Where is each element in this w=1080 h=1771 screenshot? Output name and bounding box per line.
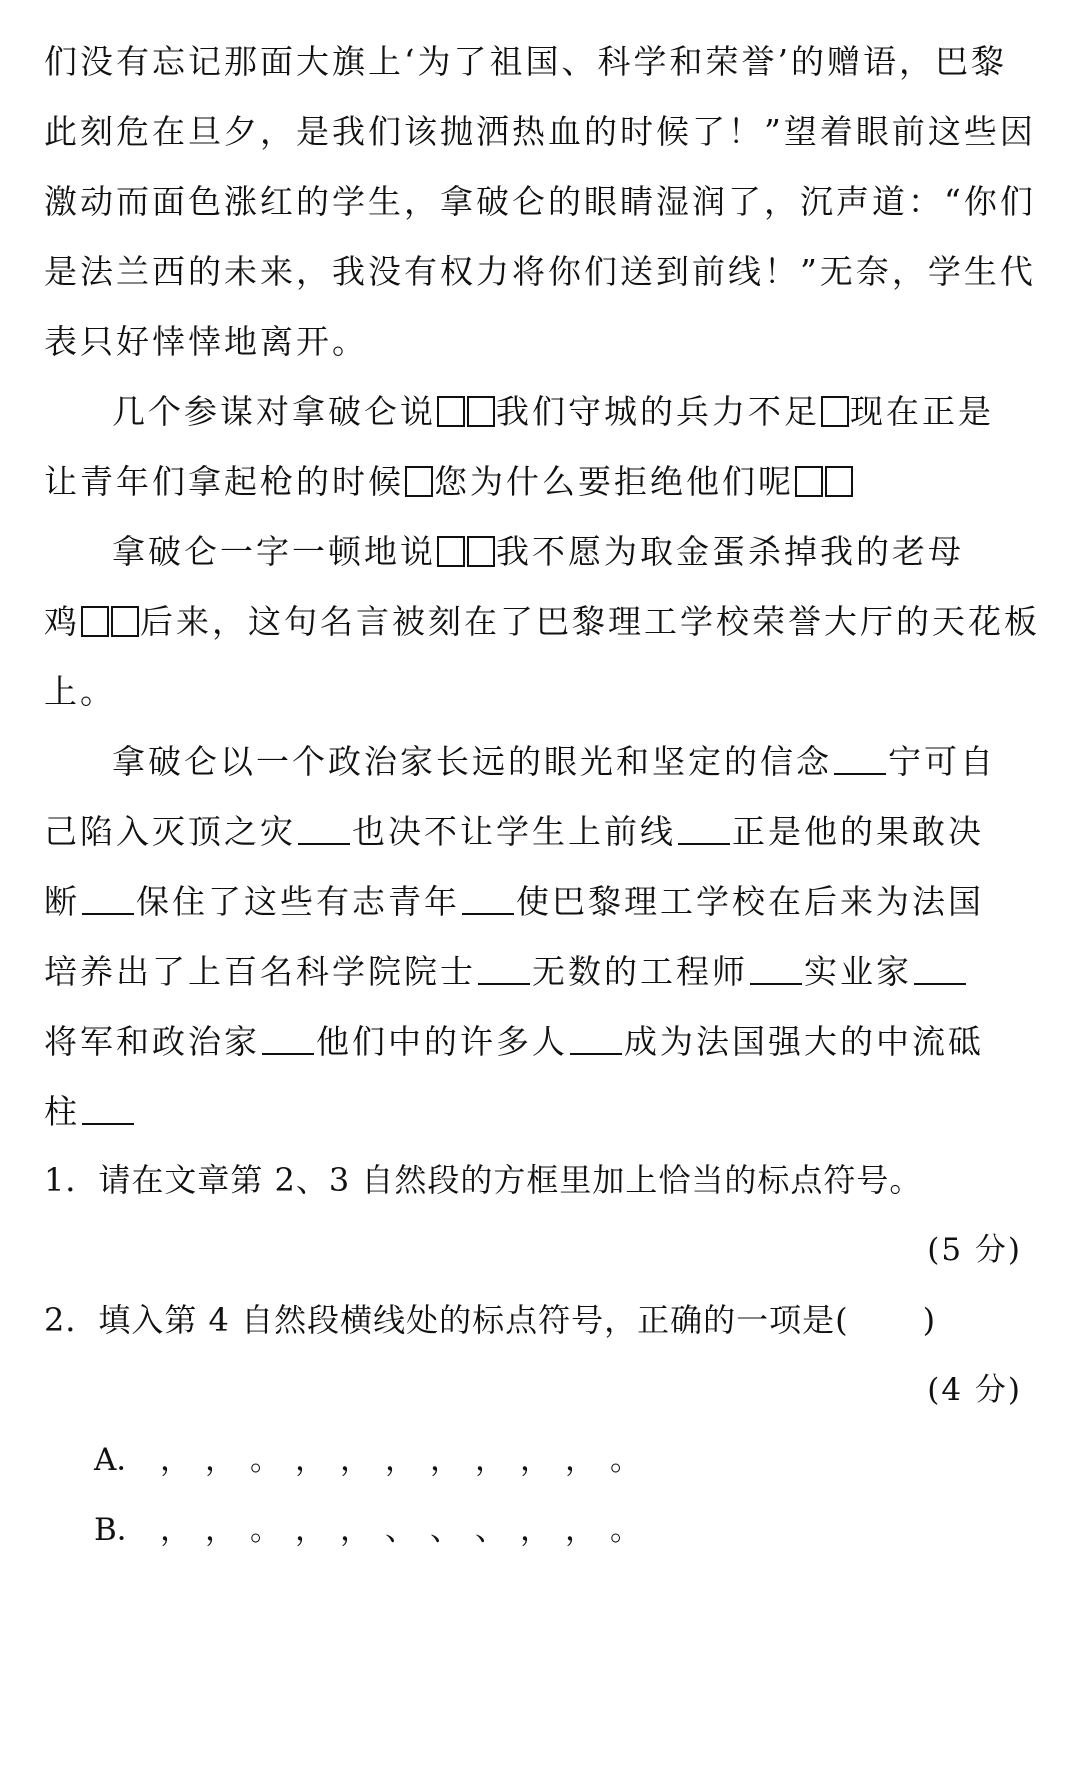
punctuation-box[interactable] — [825, 466, 853, 497]
question1-score: (5 分) — [927, 1232, 1022, 1268]
option-mark: ， — [520, 1442, 551, 1478]
punctuation-blank[interactable] — [82, 1093, 134, 1125]
text-segment: 也决不让学生上前线 — [352, 812, 676, 851]
punctuation-box[interactable] — [437, 396, 465, 427]
option-mark: ， — [430, 1442, 461, 1478]
option-mark: ， — [565, 1512, 596, 1548]
paragraph1-line: 是法兰西的未来，我没有权力将你们送到前线！”无奈，学生代 — [44, 252, 1036, 291]
option-mark: 。 — [610, 1512, 641, 1548]
text-segment: 无数的工程师 — [532, 952, 748, 991]
paragraph4-line1 — [112, 742, 1080, 782]
punctuation-blank[interactable] — [262, 1023, 314, 1055]
option-label: B． — [94, 1512, 148, 1548]
option-mark: ， — [340, 1512, 371, 1548]
paragraph4-line5 — [44, 1022, 1044, 1062]
text-segment: 将军和政治家 — [44, 1022, 260, 1061]
option-mark: 。 — [250, 1512, 281, 1548]
punctuation-blank[interactable] — [750, 953, 802, 985]
option-a[interactable] — [94, 1440, 655, 1480]
paragraph1-line: 此刻危在旦夕，是我们该抛洒热血的时候了！”望着眼前这些因 — [44, 112, 1036, 151]
punctuation-box[interactable] — [81, 606, 109, 637]
text-segment: 保住了这些有志青年 — [136, 882, 460, 921]
paragraph3-line3: 上。 — [44, 672, 116, 711]
option-mark: ， — [205, 1512, 236, 1548]
text-segment: 现在正是 — [850, 392, 994, 431]
punctuation-blank[interactable] — [478, 953, 530, 985]
paragraph1-line: 表只好悻悻地离开。 — [44, 322, 368, 361]
paragraph4-line6 — [44, 1092, 1044, 1132]
text-segment: 鸡 — [44, 602, 80, 641]
option-b[interactable] — [94, 1510, 655, 1550]
punctuation-box[interactable] — [467, 396, 495, 427]
question2-prompt: 2．填入第 4 自然段横线处的标点符号，正确的一项是( — [44, 1301, 849, 1339]
option-mark: ， — [340, 1442, 371, 1478]
question2-score: (4 分) — [927, 1372, 1022, 1408]
text-segment: 我们守城的兵力不足 — [496, 392, 820, 431]
paren-close: ) — [922, 1301, 937, 1339]
text-segment: 您为什么要拒绝他们呢 — [434, 462, 794, 501]
punctuation-box[interactable] — [821, 396, 849, 427]
option-mark: 。 — [250, 1442, 281, 1478]
text-segment: 后来，这句名言被刻在了巴黎理工学校荣誉大厅的天花板 — [140, 602, 1040, 641]
option-mark: ， — [205, 1442, 236, 1478]
punctuation-box[interactable] — [467, 536, 495, 567]
paragraph3-line1 — [112, 532, 1080, 572]
paragraph4-line2 — [44, 812, 1044, 852]
option-mark: ， — [385, 1442, 416, 1478]
option-mark: 、 — [385, 1512, 416, 1548]
paragraph3-line2 — [44, 602, 1044, 642]
option-mark: 、 — [475, 1512, 506, 1548]
paragraph4-line3 — [44, 882, 1044, 922]
text-segment: 实业家 — [804, 952, 912, 991]
text-segment: 己陷入灭顶之灾 — [44, 812, 296, 851]
option-mark: ， — [295, 1512, 326, 1548]
text-segment: 几个参谋对拿破仑说 — [112, 392, 436, 431]
text-segment: 我不愿为取金蛋杀掉我的老母 — [496, 532, 964, 571]
paragraph1-line: 激动而面色涨红的学生，拿破仑的眼睛湿润了，沉声道：“你们 — [44, 182, 1036, 221]
punctuation-blank[interactable] — [834, 743, 886, 775]
paragraph1-line: 们没有忘记那面大旗上‘为了祖国、科学和荣誉’的赠语，巴黎 — [44, 42, 1007, 81]
option-label: A． — [94, 1442, 148, 1478]
text-segment: 宁可自 — [888, 742, 996, 781]
text-segment: 拿破仑一字一顿地说 — [112, 532, 436, 571]
option-mark: 、 — [430, 1512, 461, 1548]
punctuation-box[interactable] — [437, 536, 465, 567]
text-segment: 断 — [44, 882, 80, 921]
text-segment: 正是他的果敢决 — [732, 812, 984, 851]
punctuation-box[interactable] — [111, 606, 139, 637]
punctuation-blank[interactable] — [678, 813, 730, 845]
text-segment: 培养出了上百名科学院院士 — [44, 952, 476, 991]
punctuation-box[interactable] — [405, 466, 433, 497]
punctuation-box[interactable] — [795, 466, 823, 497]
question2-text — [44, 1300, 1044, 1340]
question1-text: 1．请在文章第 2、3 自然段的方框里加上恰当的标点符号。 — [44, 1161, 923, 1199]
option-mark: ， — [160, 1512, 191, 1548]
text-segment: 拿破仑以一个政治家长远的眼光和坚定的信念 — [112, 742, 832, 781]
punctuation-blank[interactable] — [570, 1023, 622, 1055]
punctuation-blank[interactable] — [298, 813, 350, 845]
punctuation-blank[interactable] — [462, 883, 514, 915]
paragraph4-line4 — [44, 952, 1044, 992]
option-mark: ， — [295, 1442, 326, 1478]
text-segment: 使巴黎理工学校在后来为法国 — [516, 882, 984, 921]
option-mark: ， — [475, 1442, 506, 1478]
option-mark: ， — [160, 1442, 191, 1478]
punctuation-blank[interactable] — [914, 953, 966, 985]
text-segment: 成为法国强大的中流砥 — [624, 1022, 984, 1061]
text-segment: 他们中的许多人 — [316, 1022, 568, 1061]
option-mark: ， — [565, 1442, 596, 1478]
punctuation-blank[interactable] — [82, 883, 134, 915]
text-segment: 柱 — [44, 1092, 80, 1131]
option-mark: ， — [520, 1512, 551, 1548]
paragraph2-line1 — [112, 392, 1080, 432]
paragraph2-line2 — [44, 462, 1044, 502]
option-mark: 。 — [610, 1442, 641, 1478]
text-segment: 让青年们拿起枪的时候 — [44, 462, 404, 501]
